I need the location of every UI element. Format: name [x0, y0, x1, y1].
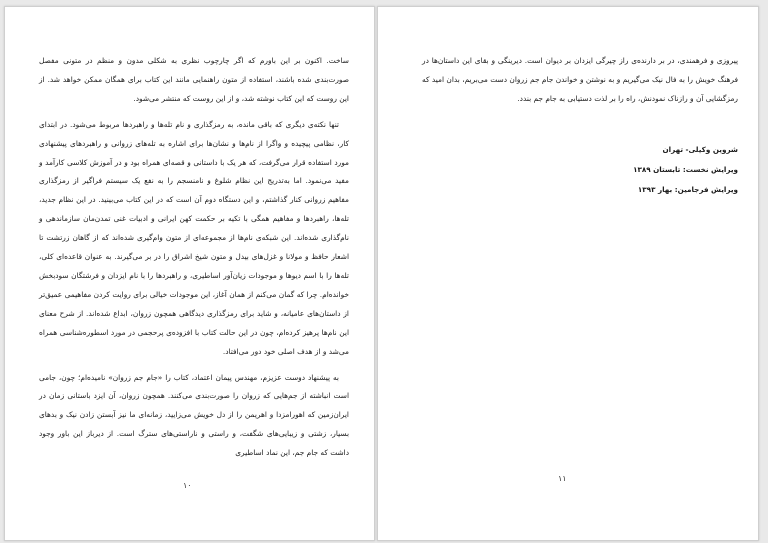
paragraph: پیروزی و فرهمندی، در بر دارنده‌ی راز چیرگی ایزدان بر دیوان است. دیرینگی و بقای این داستان‌ها در فرهنگ خویش را به فال نیک می‌گیریم و به نوشتن و خواندن جام جم زروان دست می‌بریم، بدان امید که رمزگشایی آن و رازناک نمودنش، راه را بر لذت دستیابی به جام جم بندد. [422, 56, 738, 103]
paragraph: ساخت. اکنون بر این باورم که اگر چارچوب نظری به شکلی مدون و منظم در متونی مفصل صورت‌بندی شده باشند، استفاده از متون راهنمایی مانند این کتاب برای همگان ممکن خواهد شد. از این روست که این کتاب نوشته شد، و از این روست که منتشر می‌شود. [39, 56, 349, 103]
author-line: شروین وکیلی- تهران [662, 145, 738, 154]
colophon [438, 140, 738, 200]
paragraph: به پیشنهاد دوست عزیزم، مهندس پیمان اعتماد، کتاب را «جام جم زروان» نامیده‌ام؛ چون، جامی است انباشته از جم‌هایی که زروان را صورت‌بندی می‌کنند. همچون زروان، آن ایزد باستانی زمان در ایران‌زمین که اهورامزدا و اهریمن را از دل خویش می‌زایید، زمانه‌ای ما نیز آبستن زادن نیک و بدهای بسیار، زشتی و زیبایی‌های شگفت، و راستی و ناراستی‌های سترگ است. از دیرباز این باور وجود داشت که جام جم، این نماد اساطیری [39, 372, 349, 458]
paragraph: تنها نکته‌ی دیگری که باقی مانده، به رمزگذاری و نام تله‌ها و راهبردها مربوط می‌شود. در ابتدای کار، نظامی پیچیده و واگرا از نام‌ها و نشان‌ها برای اشاره به تله‌های زروانی و راهبردهای پیشنهادی مورد استفاده قرار می‌گرفت، که هر یک با داستانی و قصه‌ای همراه بود و در آموزش کلاسی کارآمد و مفید می‌نمود. اما به‌تدریج این نظام شلوغ و نامنسجم را به نفع یک سیستم فراگیر از رمزگذاری مفاهیم زروانی کنار گذاشتم، و این دستگاه دوم آن است که در این کتاب می‌بینید. در این نظام جدید، تله‌ها، راهبردها و مفاهیم همگی با تکیه بر حکمت کهن ایرانی و ادبیات غنی تمدن‌مان سازماندهی و نام‌گذاری شده‌اند. این شبکه‌ی نام‌ها از مجموعه‌ای از متون وام‌گیری شده‌اند که از گاهان زرتشت تا اشعار حافظ و مولانا و غزل‌های بیدل و متون شیخ اشراق را در بر می‌گیرند. به عنوان قاعده‌ای کلی، تله‌ها را با اسم دیوها و موجودات زیان‌آور اساطیری، و راهبردها را با نام ایزدان و فرشتگان سودبخش خوانده‌ام. چرا که گمان می‌کنم از همان آغاز، این موجودات خیالی برای روایت کردن مفاهیمی عمیق‌تر از داستان‌های عامیانه، و شاید برای رمزگذاری دیدگاهی همچون زروان، ابداع شده‌اند. از شرح معنای این نام‌ها پرهیز کرده‌ام، چون در این حالت کتاب با افزوده‌ی پرحجمی در مورد اسطوره‌شناسی همراه می‌شد و از هدف اصلی خود دور می‌افتاد. [39, 119, 349, 356]
first-edition-line: ویرایش نخست: تابستان ۱۳۸۹ [633, 165, 738, 174]
page-number: ۱۱ [558, 474, 567, 483]
page-number: ۱۰ [183, 481, 192, 490]
left-page-body [39, 52, 349, 470]
left-page [4, 6, 375, 541]
right-page-body [422, 52, 738, 116]
right-page [377, 6, 759, 541]
final-edition-line: ویرایش فرجامین: بهار ۱۳۹۳ [637, 185, 738, 194]
